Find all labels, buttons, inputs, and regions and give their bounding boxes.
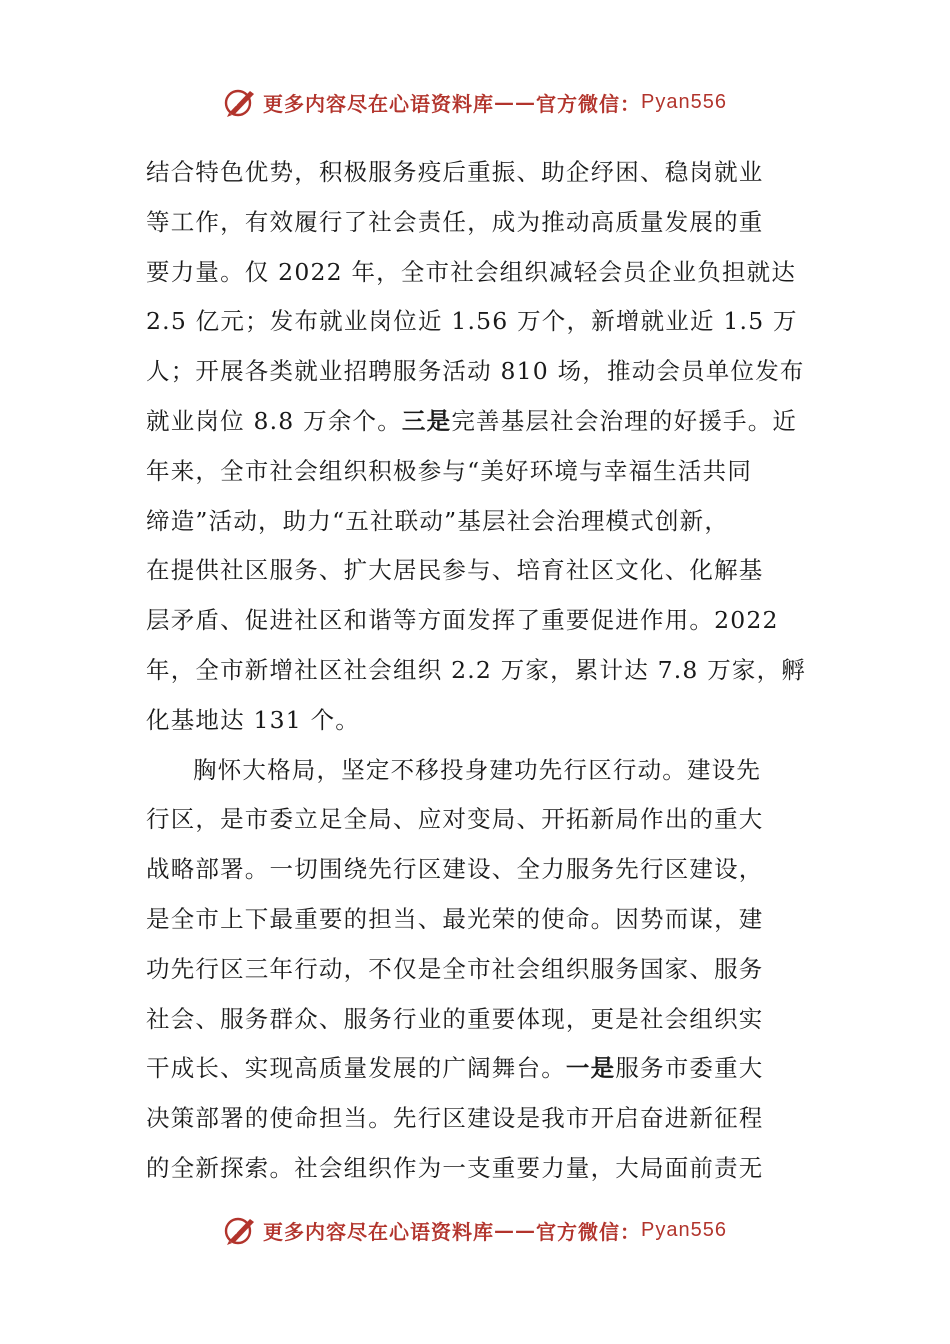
body-text — [146, 148, 806, 1194]
banner-dash: —— — [494, 1218, 537, 1242]
bold-marker-one: 一是 — [565, 1054, 616, 1083]
text-line: 社会、服务群众、服务行业的重要体现，更是社会组织实 — [146, 1004, 764, 1033]
paragraph-2 — [146, 746, 806, 1194]
banner-wechat-label: 官方微信： — [536, 91, 642, 116]
banner-text: 更多内容尽在心语资料库 — [263, 91, 495, 116]
text-line: 行区，是市委立足全局、应对变局、开拓新局作出的重大 — [146, 805, 764, 834]
page-header-banner — [0, 82, 950, 122]
text-line: 功先行区三年行动，不仅是全市社会组织服务国家、服务 — [146, 954, 764, 983]
banner-text: 更多内容尽在心语资料库 — [263, 1219, 495, 1244]
text-line: 人；开展各类就业招聘服务活动 810 场，推动会员单位发布 — [146, 357, 805, 386]
text-line: 是全市上下最重要的担当、最光荣的使命。因势而谋，建 — [146, 904, 764, 933]
pen-logo-icon — [223, 1213, 257, 1247]
text-line-indented: 胸怀大格局，坚定不移投身建功先行区行动。建设先 — [193, 755, 762, 784]
paragraph-1 — [146, 148, 806, 746]
pen-logo-icon — [223, 85, 257, 119]
text-line: 等工作，有效履行了社会责任，成为推动高质量发展的重 — [146, 207, 764, 236]
text-line — [146, 1044, 806, 1094]
text-line: 的全新探索。社会组织作为一支重要力量，大局面前责无 — [146, 1153, 764, 1182]
text-line: 层矛盾、促进社区和谐等方面发挥了重要促进作用。2022 — [146, 606, 779, 635]
text-run: 服务市委重大 — [615, 1054, 764, 1083]
text-line: 要力量。仅 2022 年，全市社会组织减轻会员企业负担就达 — [146, 257, 797, 286]
banner-dash: —— — [494, 90, 537, 114]
text-line: 在提供社区服务、扩大居民参与、培育社区文化、化解基 — [146, 556, 764, 585]
page-footer-banner — [0, 1210, 950, 1250]
bold-marker-three: 三是 — [401, 406, 452, 435]
text-line — [146, 397, 806, 447]
text-line: 缔造”活动，助力“五社联动”基层社会治理模式创新， — [146, 506, 730, 535]
text-run: 干成长、实现高质量发展的广阔舞台。 — [146, 1054, 566, 1083]
banner-wechat-id: Pyan556 — [641, 1218, 727, 1241]
text-run: 完善基层社会治理的好援手。近 — [451, 406, 798, 435]
text-line: 年，全市新增社区社会组织 2.2 万家，累计达 7.8 万家，孵 — [146, 655, 807, 684]
text-line: 2.5 亿元；发布就业岗位近 1.56 万个，新增就业近 1.5 万 — [146, 307, 798, 336]
text-line: 战略部署。一切围绕先行区建设、全力服务先行区建设， — [146, 855, 764, 884]
text-line: 决策部署的使命担当。先行区建设是我市开启奋进新征程 — [146, 1104, 764, 1133]
text-line: 年来，全市社会组织积极参与“美好环境与幸福生活共同 — [146, 456, 753, 485]
banner-wechat-label: 官方微信： — [536, 1219, 642, 1244]
text-line: 结合特色优势，积极服务疫后重振、助企纾困、稳岗就业 — [146, 158, 764, 186]
text-line: 化基地达 131 个。 — [146, 705, 360, 734]
banner-wechat-id: Pyan556 — [641, 90, 727, 113]
text-run: 就业岗位 8.8 万余个。 — [146, 406, 402, 435]
